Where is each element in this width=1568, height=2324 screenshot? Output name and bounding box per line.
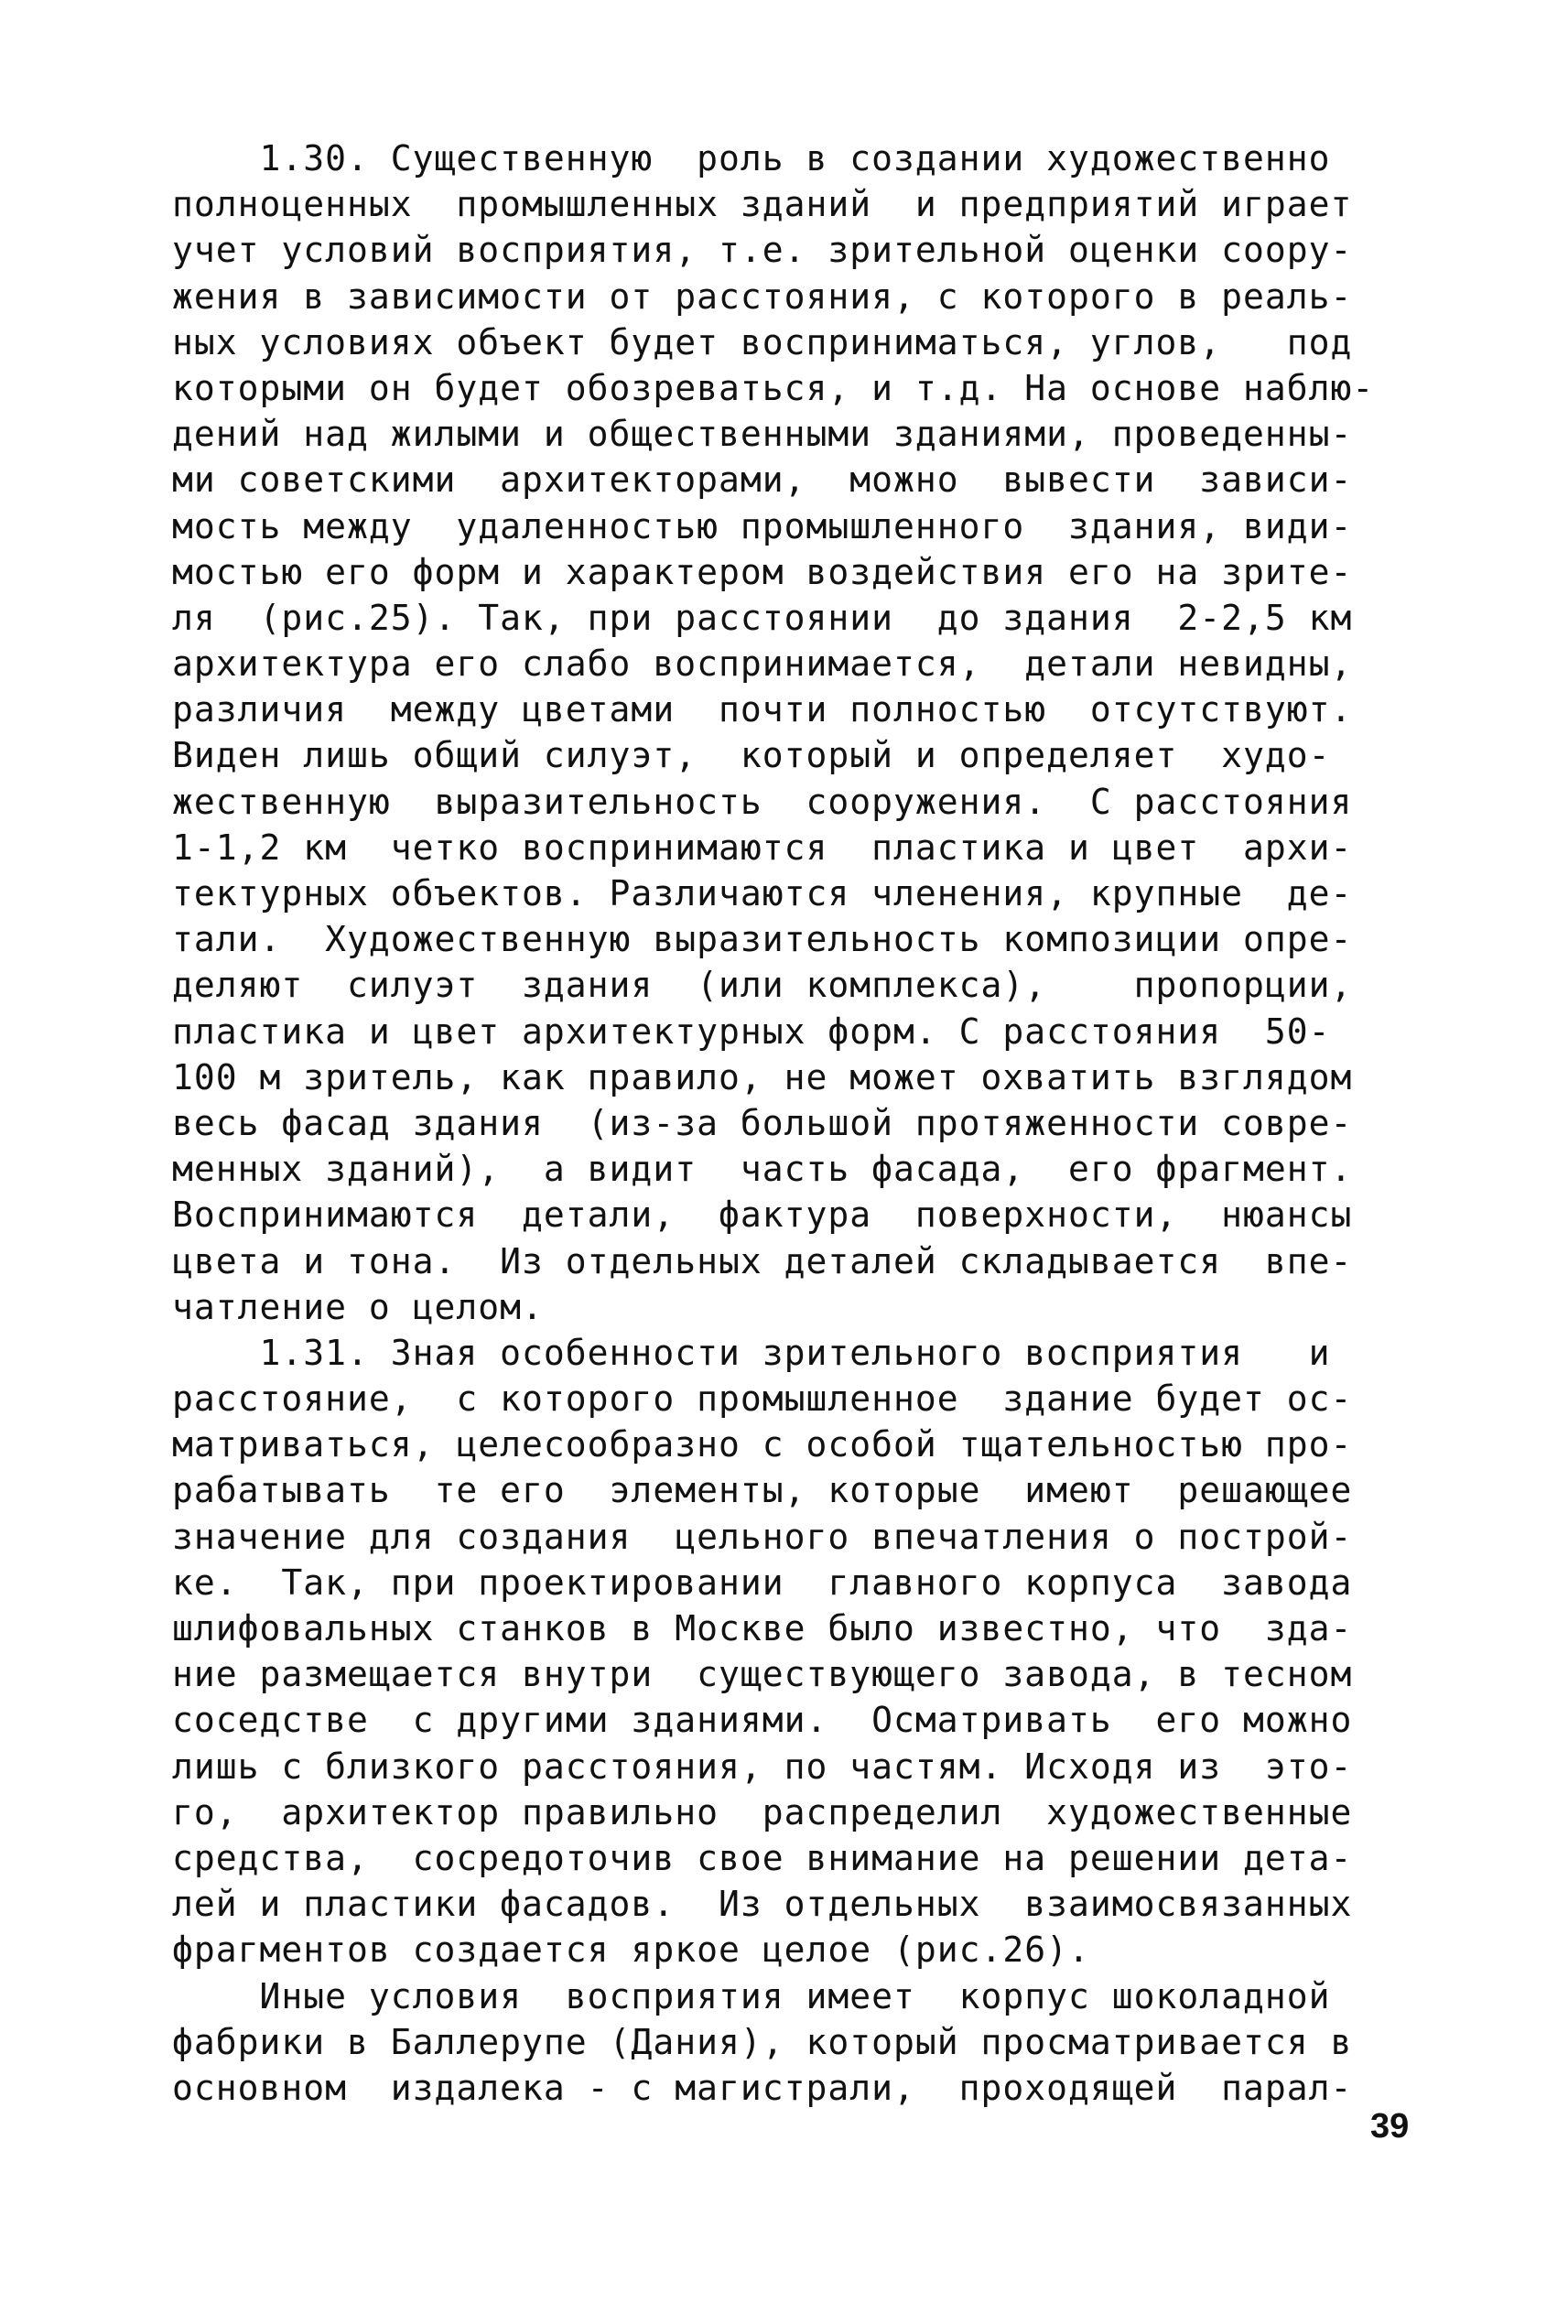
text-line: значение для создания цельного впечатления о построй- <box>172 1516 1353 1557</box>
text-line: расстояние, с которого промышленное здание будет ос- <box>172 1378 1353 1420</box>
text-line: фабрики в Баллерупе (Дания), который просматривается в <box>172 2021 1353 2062</box>
text-line: фрагментов создается яркое целое (рис.26). <box>172 1929 1090 1971</box>
text-line: лишь с близкого расстояния, по частям. Исходя из это- <box>172 1746 1353 1787</box>
text-line: пластика и цвет архитектурных форм. С расстояния 50- <box>172 1011 1331 1052</box>
text-line: основном издалека - с магистрали, проходящей парал- <box>172 2067 1353 2108</box>
text-line: менных зданий), а видит часть фасада, его фрагмент. <box>172 1149 1353 1190</box>
text-line: учет условий восприятия, т.е. зрительной оценки соору- <box>172 230 1353 271</box>
text-line: ние размещается внутри существующего завода, в тесном <box>172 1654 1353 1695</box>
text-line: 1.30. Существенную роль в создании художественно <box>172 138 1331 178</box>
text-line: матриваться, целесообразно с особой тщательностью про- <box>172 1424 1353 1465</box>
text-line: дений над жилыми и общественными зданиями, проведенны- <box>172 414 1353 455</box>
text-line: цвета и тона. Из отдельных деталей складывается впе- <box>172 1240 1353 1281</box>
text-line: 1-1,2 км четко воспринимаются пластика и цвет архи- <box>172 827 1353 868</box>
text-line: тали. Художественную выразительность композиции опре- <box>172 919 1353 960</box>
text-line: весь фасад здания (из-за большой протяженности совре- <box>172 1102 1353 1143</box>
text-line: различия между цветами почти полностью отсутствуют. <box>172 689 1353 730</box>
paragraph-p131 <box>172 1330 1426 1973</box>
text-line: ми советскими архитекторами, можно вывести зависи- <box>172 459 1353 501</box>
text-line: ля (рис.25). Так, при расстоянии до здания 2-2,5 км <box>172 597 1353 638</box>
text-line: тектурных объектов. Различаются членения, крупные де- <box>172 873 1353 913</box>
text-line: лей и пластики фасадов. Из отдельных взаимосвязанных <box>172 1884 1353 1925</box>
text-line: деляют силуэт здания (или комплекса), пропорции, <box>172 965 1353 1006</box>
text-line: ке. Так, при проектировании главного корпуса завода <box>172 1562 1353 1603</box>
text-line: архитектура его слабо воспринимается, детали невидны, <box>172 643 1353 685</box>
text-line: мость между удаленностью промышленного здания, види- <box>172 505 1353 546</box>
paragraph-p130 <box>172 135 1426 1330</box>
body-text <box>172 135 1426 2111</box>
text-line: 1.31. Зная особенности зрительного восприятия и <box>172 1332 1331 1373</box>
text-line: ных условиях объект будет восприниматься, углов, под <box>172 321 1353 362</box>
text-line: жественную выразительность сооружения. С расстояния <box>172 781 1353 822</box>
text-line: Виден лишь общий силуэт, который и определяет худо- <box>172 735 1331 776</box>
paragraph-p-cont <box>172 1973 1426 2112</box>
text-line: го, архитектор правильно распределил художественные <box>172 1791 1353 1832</box>
page-number: 39 <box>1370 2107 1410 2146</box>
text-line: Иные условия восприятия имеет корпус шоколадной <box>172 1975 1331 2016</box>
text-line: соседстве с другими зданиями. Осматривать его можно <box>172 1700 1353 1741</box>
text-line: жения в зависимости от расстояния, с которого в реаль- <box>172 276 1353 317</box>
text-line: чатление о целом. <box>172 1286 544 1327</box>
text-line: средства, сосредоточив свое внимание на решении дета- <box>172 1837 1353 1878</box>
text-line: мостью его форм и характером воздействия его на зрите- <box>172 551 1353 592</box>
text-line: 100 м зритель, как правило, не может охватить взглядом <box>172 1056 1353 1097</box>
text-line: рабатывать те его элементы, которые имеют решающее <box>172 1470 1353 1511</box>
text-line: полноценных промышленных зданий и предприятий играет <box>172 184 1353 225</box>
text-line: шлифовальных станков в Москве было известно, что зда- <box>172 1608 1353 1648</box>
text-line: Воспринимаются детали, фактура поверхности, нюансы <box>172 1194 1353 1236</box>
text-line: которыми он будет обозреваться, и т.д. На основе наблю- <box>172 367 1375 408</box>
